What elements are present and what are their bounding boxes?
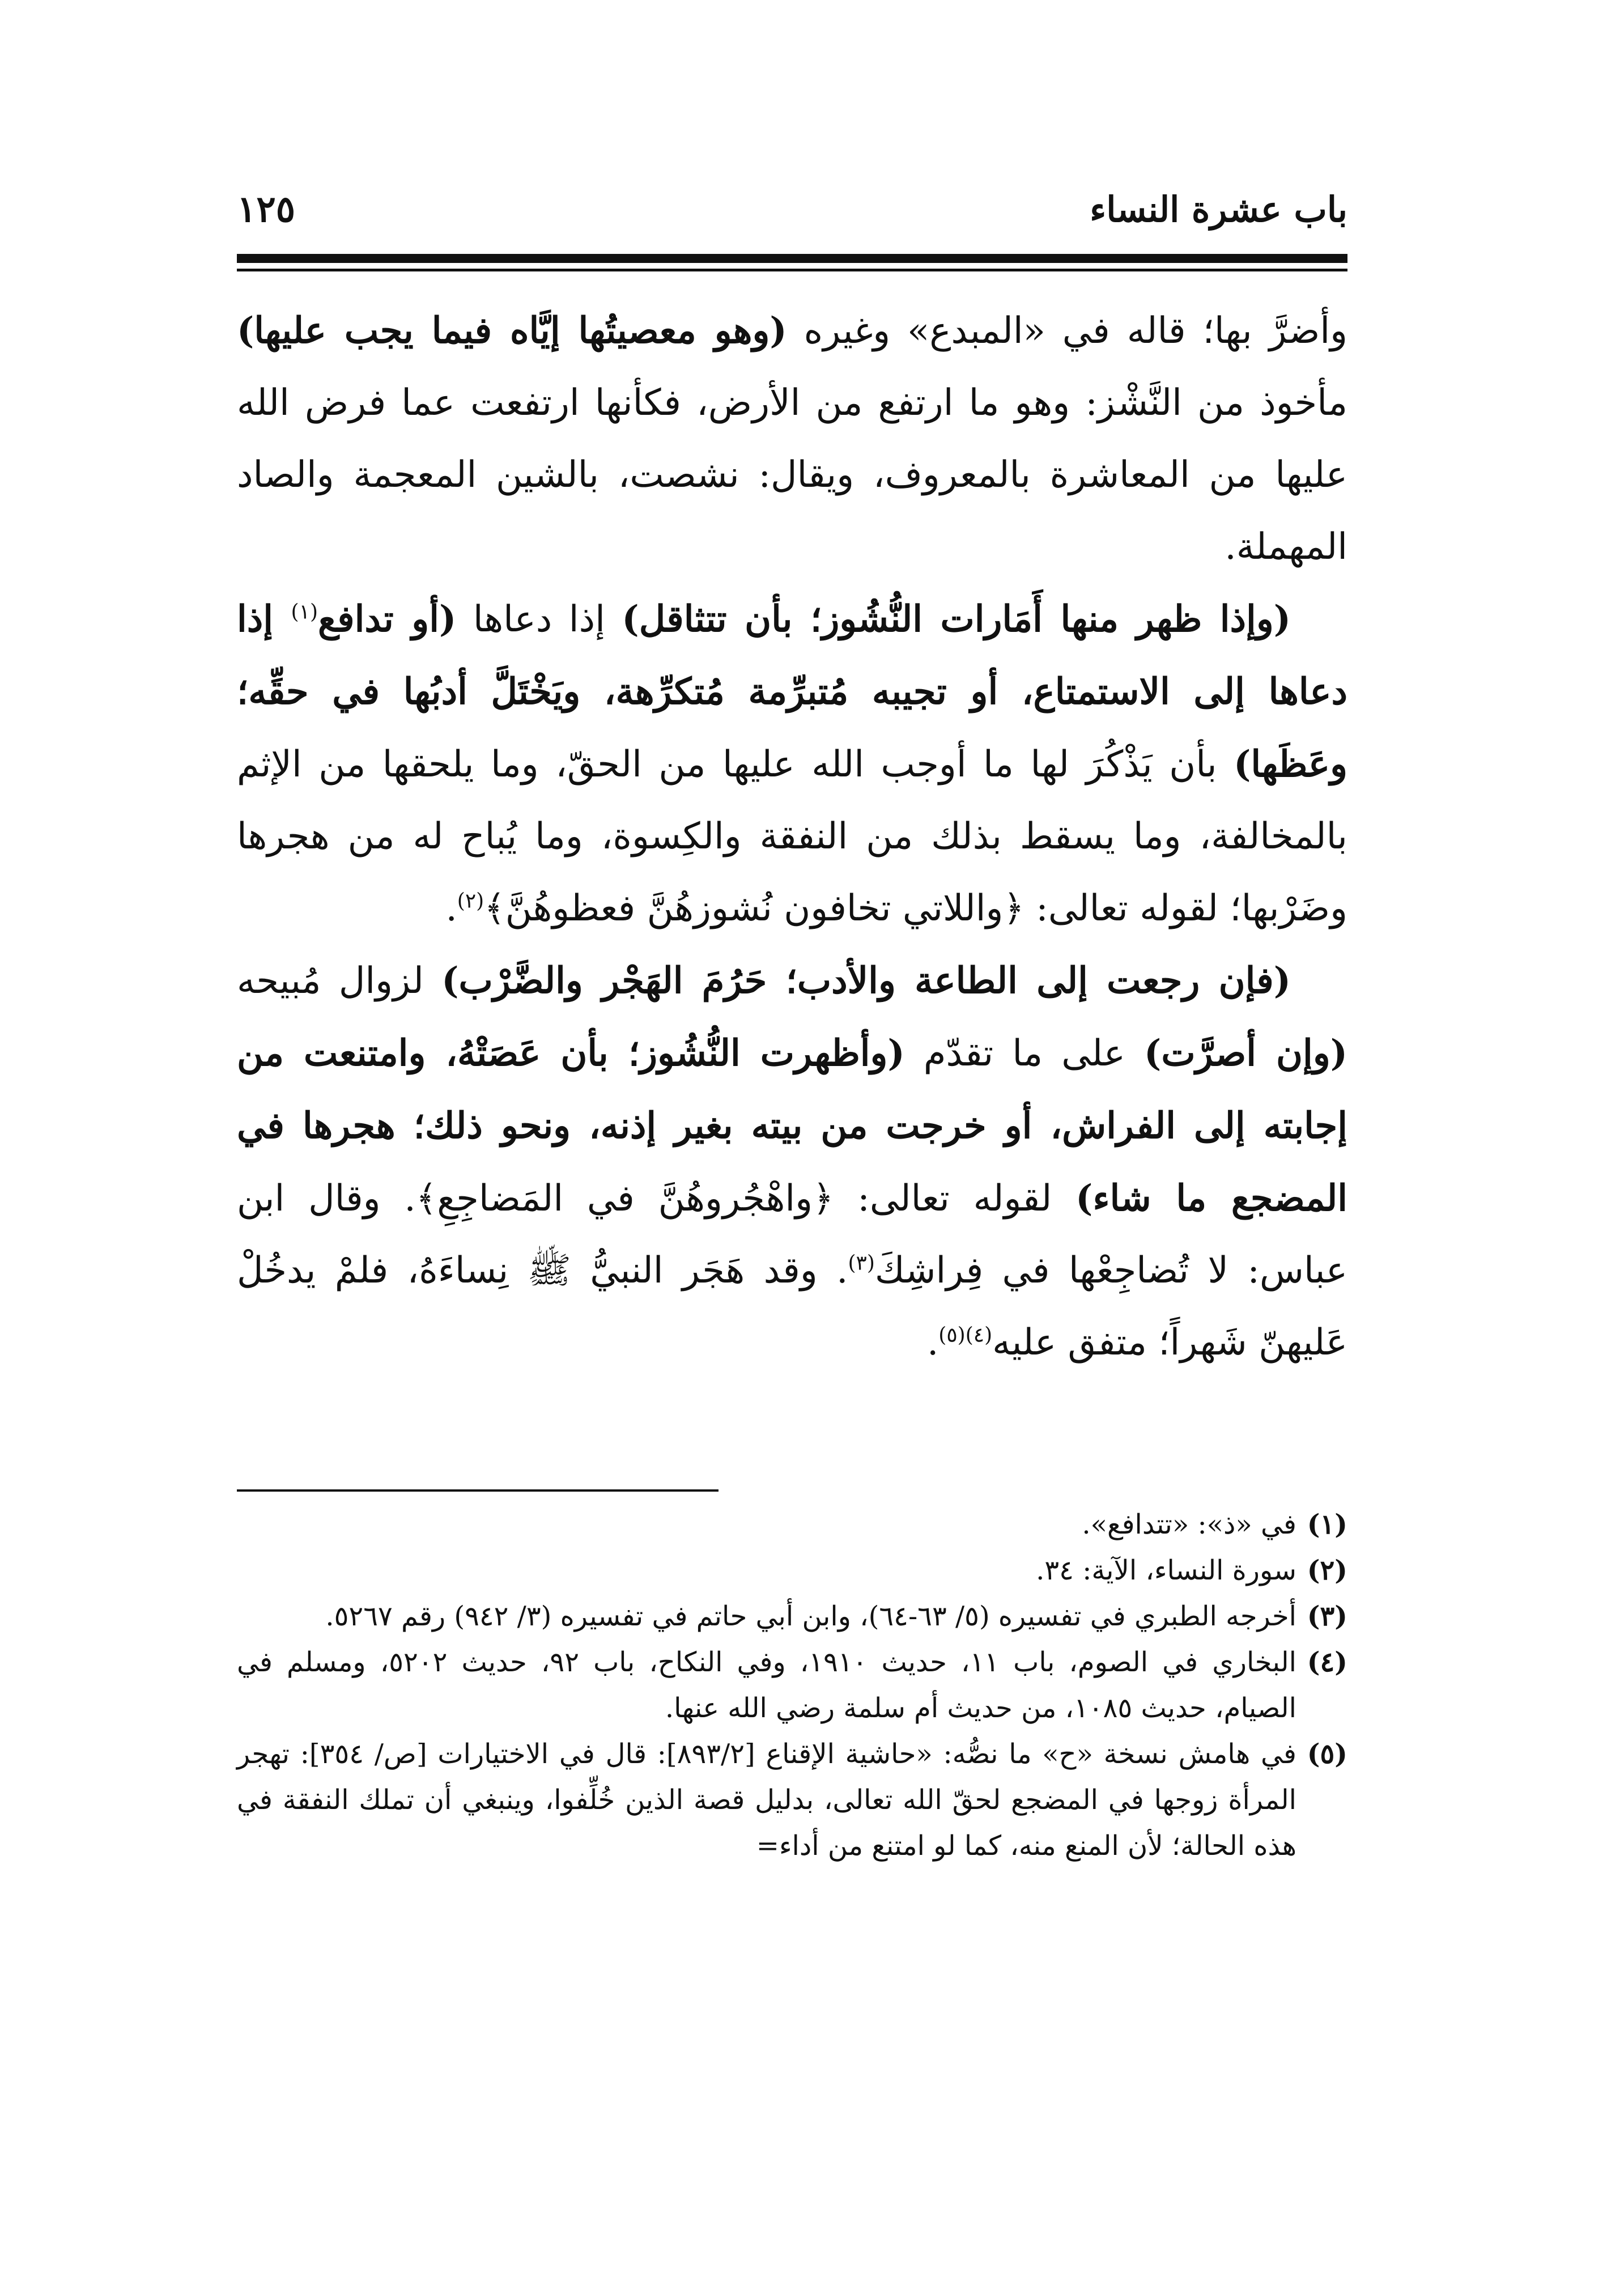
p3-text-5: . xyxy=(926,1322,939,1364)
p3-matn-3: (وأظهرت النُّشُوز؛ بأن عَصَتْهُ، وامتنعت من إجابته إلى الفراش، أو خرجت من بيته بغير إذنه، ونحو ذلك؛ هجرها في المضجع ما شاء) xyxy=(237,1032,1348,1220)
p1-text-1: وأضرَّ بها؛ قاله في «المبدع» وغيره xyxy=(787,310,1348,352)
p2-text-3: . xyxy=(445,888,457,929)
running-header xyxy=(237,187,1347,232)
footnote-ref-4-5[interactable]: (٤)(٥) xyxy=(938,1323,993,1347)
p1-text-2: مأخوذ من النَّشْز: وهو ما ارتفع من الأرض، فكأنها ارتفعت عما فرض الله عليها من المعاشرة بالمعروف، ويقال: نشصت، بالشين المعجمة والصاد المهملة. xyxy=(237,382,1348,568)
footnote-number: (٢) xyxy=(1307,1555,1347,1586)
footnote-text: أخرجه الطبري في تفسيره (٥/ ٦٣-٦٤)، وابن أبي حاتم في تفسيره (٣/ ٩٤٢) رقم ٥٢٦٧. xyxy=(325,1600,1296,1632)
p3-text-2: على ما تقدّم xyxy=(904,1033,1145,1075)
chapter-title: باب عشرة النساء xyxy=(1090,189,1347,230)
footnote-3 xyxy=(237,1594,1347,1640)
p3-matn-1: (فإن رجعت إلى الطاعة والأدب؛ حَرُمَ الهَجْر والضَّرْب) xyxy=(441,959,1291,1002)
p3-text-3: لقوله تعالى: ﴿واهْجُروهُنَّ في المَضاجِعِ﴾. وقال ابن عباس: لا تُضاجِعْها في فِراشِكَ xyxy=(237,1178,1348,1292)
footnote-text: في «ذ»: «تتدافع». xyxy=(1082,1509,1296,1540)
footnote-number: (٥) xyxy=(1307,1738,1347,1770)
footnote-number: (١) xyxy=(1307,1509,1347,1540)
footnote-text: في هامش نسخة «ح» ما نصُّه: «حاشية الإقناع [٨٩٣/٢]: قال في الاختيارات [ص/ ٣٥٤]: تهجر المرأة زوجها في المضجع لحقّ الله تعالى، بدليل قصة الذين خُلِّفوا، وينبغي أن تملك النفقة في هذه الحالة؛ لأن المنع منه، كما لو امتنع من أداء= xyxy=(237,1738,1297,1862)
footnote-ref-3[interactable]: (٣) xyxy=(848,1251,875,1275)
footnote-1 xyxy=(237,1502,1347,1548)
footnote-5 xyxy=(237,1731,1347,1869)
main-text xyxy=(237,295,1347,1379)
paragraph-1 xyxy=(237,295,1347,583)
p3-text-1: لزوال مُبيحه xyxy=(237,960,442,1002)
footnote-4 xyxy=(237,1640,1347,1731)
footnote-text: البخاري في الصوم، باب ١١، حديث ١٩١٠، وفي النكاح، باب ٩٢، حديث ٥٢٠٢، ومسلم في الصيام، حديث ١٠٨٥، من حديث أم سلمة رضي الله عنها. xyxy=(237,1646,1297,1724)
p2-text-2: بأن يَذْكُرَ لها ما أوجب الله عليها من الحقّ، وما يلحقها من الإثم بالمخالفة، وما يسقط بذلك من النفقة والكِسوة، وما يُباح له من هجرها وضَرْبها؛ لقوله تعالى: ﴿واللاتي تخافون نُشوزهُنَّ فعظوهُنَّ﴾ xyxy=(237,744,1347,929)
p1-matn-1: (وهو معصيتُها إيَّاه فيما يجب عليها) xyxy=(237,309,787,352)
footnote-ref-1[interactable]: (١) xyxy=(291,600,318,624)
header-rule-thick xyxy=(237,254,1347,263)
p2-text-1: إذا دعاها xyxy=(456,598,622,640)
footnote-number: (٣) xyxy=(1307,1600,1347,1632)
paragraph-2 xyxy=(237,583,1347,945)
header-rule-thin xyxy=(237,269,1347,271)
footnote-text: سورة النساء، الآية: ٣٤. xyxy=(1036,1555,1296,1586)
footnote-number: (٤) xyxy=(1307,1646,1348,1678)
p2-matn-3: إذا دعاها إلى الاستمتاع، أو تجيبه مُتبرِّمة مُتكرِّهة، ويَخْتَلَّ أدبُها في حقِّه؛ وعَظَها) xyxy=(237,598,1347,785)
footnotes xyxy=(237,1502,1347,1869)
paragraph-3 xyxy=(237,945,1347,1379)
p2-matn-2: (أو تدافع xyxy=(317,598,457,640)
p2-matn-1: (وإذا ظهر منها أَمَارات النُّشُوز؛ بأن تتثاقل) xyxy=(622,598,1291,640)
footnote-ref-2[interactable]: (٢) xyxy=(457,889,484,913)
footnote-2 xyxy=(237,1548,1347,1594)
page-number: ١٢٥ xyxy=(237,188,296,231)
p3-text-4: . وقد هَجَر النبيُّ ﷺ نِساءَهُ، فلمْ يدخُلْ عَليهنّ شَهراً؛ متفق عليه xyxy=(237,1250,1347,1364)
footnote-separator xyxy=(237,1489,719,1492)
p3-matn-2: (وإن أصرَّت) xyxy=(1144,1032,1348,1075)
